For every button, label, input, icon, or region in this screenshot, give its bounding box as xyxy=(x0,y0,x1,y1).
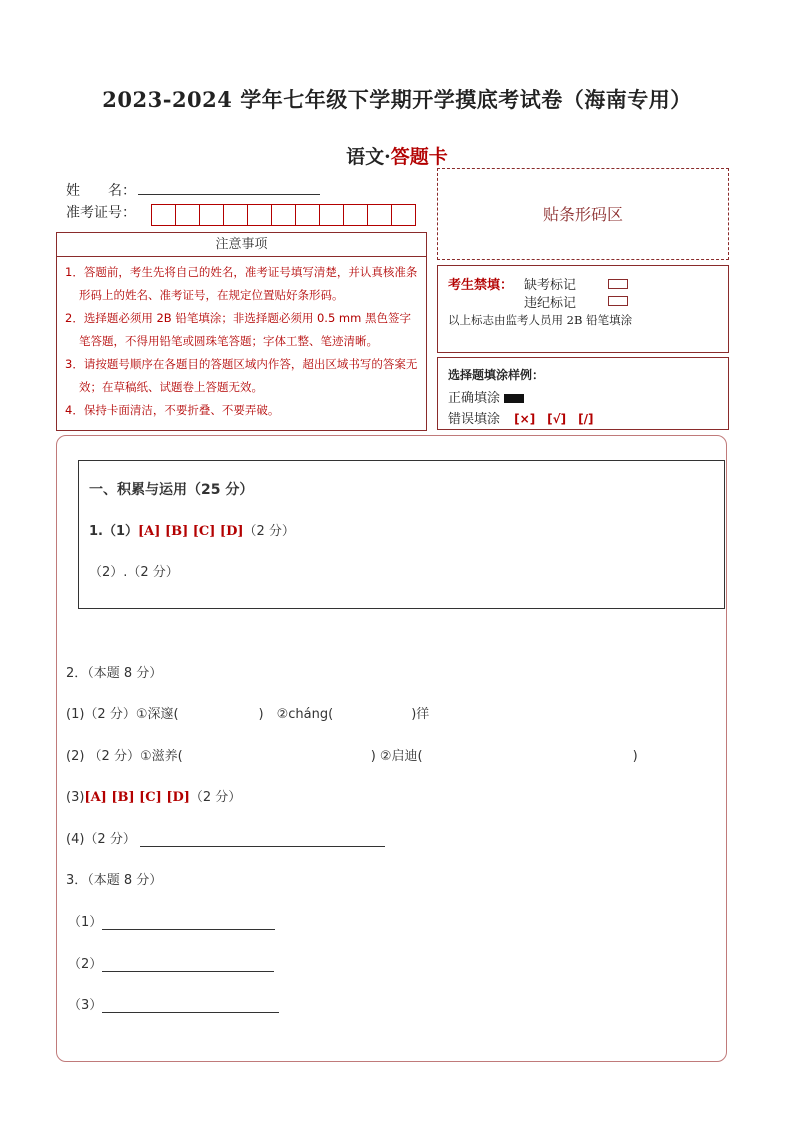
answer-card-subtitle xyxy=(0,142,794,169)
id-cell[interactable] xyxy=(367,204,392,226)
q2-p2-prefix: (2) （2 分）①滋养( xyxy=(66,749,183,764)
section1-box xyxy=(78,460,725,609)
q2-part1 xyxy=(66,703,429,722)
sample-title: 选择题填涂样例： xyxy=(448,368,545,382)
notice-list xyxy=(57,257,426,422)
q2-part2 xyxy=(66,745,638,764)
name-label: 姓 名： xyxy=(66,183,136,199)
q3-item xyxy=(68,953,274,972)
q3-heading: 3．（本题 8 分） xyxy=(66,873,163,888)
q2-p3-score: （2 分） xyxy=(189,790,242,805)
q2-p1-prefix: (1)（2 分）①深邃( xyxy=(66,707,179,722)
subtitle-subject: 语文· xyxy=(346,146,391,168)
id-cell[interactable] xyxy=(391,204,416,226)
notice-item: 4．保持卡面清洁，不要折叠、不要弄破。 xyxy=(65,403,280,417)
q3-answer-line[interactable] xyxy=(102,997,279,1013)
q1-part2: （2）.（2 分） xyxy=(89,565,179,580)
id-cell[interactable] xyxy=(247,204,272,226)
notice-title: 注意事项 xyxy=(57,233,426,257)
id-number-cells[interactable] xyxy=(152,204,416,226)
id-cell[interactable] xyxy=(199,204,224,226)
page-title: 2023-2024 学年七年级下学期开学摸底考试卷（海南专用） xyxy=(102,87,692,112)
barcode-label: 贴条形码区 xyxy=(542,205,623,224)
q3-item xyxy=(68,911,275,930)
q2-p1-mid: ) ②cháng( xyxy=(258,707,334,722)
q3-answer-line[interactable] xyxy=(102,914,275,930)
id-cell[interactable] xyxy=(319,204,344,226)
violation-mark-box[interactable] xyxy=(608,296,628,306)
id-label: 准考证号： xyxy=(66,205,136,221)
q3-answer-line[interactable] xyxy=(102,956,274,972)
id-cell[interactable] xyxy=(223,204,248,226)
q3-item xyxy=(68,994,279,1013)
subtitle-answer-card: 答题卡 xyxy=(390,146,448,168)
correct-sample xyxy=(448,387,524,406)
sample-box xyxy=(437,357,729,430)
q1-choice-options[interactable]: [A] [B] [C] [D] xyxy=(138,524,244,539)
id-cell[interactable] xyxy=(175,204,200,226)
id-cell[interactable] xyxy=(271,204,296,226)
q1-part1-prefix: 1.（1） xyxy=(89,524,139,539)
q2-p1-suffix: )徉 xyxy=(411,707,430,722)
forbidden-note: 以上标志由监考人员用 2B 铅笔填涂 xyxy=(448,313,633,327)
id-cell[interactable] xyxy=(343,204,368,226)
q2-choice-options[interactable]: [A] [B] [C] [D] xyxy=(84,790,190,805)
notice-box xyxy=(56,232,427,431)
section1-heading: 一、积累与运用（25 分） xyxy=(89,482,254,498)
notice-item: 1．答题前，考生先将自己的姓名，准考证号填写清楚，并认真核准条形码上的姓名、准考证号，在规定位置贴好条形码。 xyxy=(65,265,418,302)
q2-heading: 2．（本题 8 分） xyxy=(66,666,163,681)
id-cell[interactable] xyxy=(295,204,320,226)
q1-part1 xyxy=(89,520,295,539)
q2-part3 xyxy=(66,786,241,805)
q2-p4-prefix: (4)（2 分） xyxy=(66,832,136,847)
wrong-sample xyxy=(448,408,594,427)
id-cell[interactable] xyxy=(151,204,176,226)
absent-mark-box[interactable] xyxy=(608,279,628,289)
absent-label: 缺考标记 xyxy=(524,278,577,293)
barcode-area xyxy=(437,168,729,260)
q3-item-label: （2） xyxy=(68,957,103,972)
name-field[interactable] xyxy=(138,194,320,195)
q2-part4 xyxy=(66,828,385,847)
notice-item: 3．请按题号顺序在各题目的答题区域内作答，超出区域书写的答案无效；在草稿纸、试题卷上答题无效。 xyxy=(65,357,418,394)
notice-item: 2．选择题必须用 2B 铅笔填涂；非选择题必须用 0.5 mm 黑色签字笔答题，不得用铅笔或圆珠笔答题；字体工整、笔迹清晰。 xyxy=(65,311,411,348)
q1-part1-score: （2 分） xyxy=(243,524,295,539)
violation-label: 违纪标记 xyxy=(524,296,577,311)
q2-p2-mid: ) ②启迪( xyxy=(370,749,423,764)
wrong-label: 错误填涂 xyxy=(448,412,501,427)
correct-label: 正确填涂 xyxy=(448,391,501,406)
forbidden-label: 考生禁填： xyxy=(448,278,514,293)
filled-mark-icon xyxy=(504,394,524,403)
proctor-box xyxy=(437,265,729,353)
q2-p3-prefix: (3) xyxy=(66,790,85,805)
q3-item-label: （1） xyxy=(68,915,103,930)
q3-item-label: （3） xyxy=(68,998,103,1013)
q2-p4-answer-line[interactable] xyxy=(140,831,385,847)
wrong-marks: [×] [√] [/] xyxy=(514,412,594,426)
q2-p2-suffix: ) xyxy=(632,749,638,764)
